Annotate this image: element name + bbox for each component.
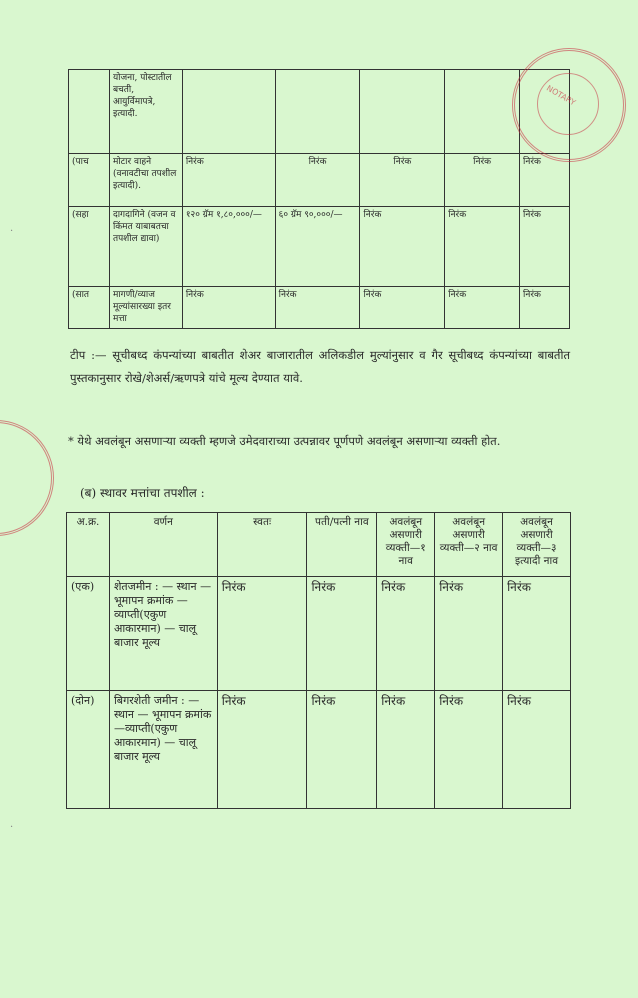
cell-self: निरंक [217,691,307,809]
cell-self: निरंक [182,154,275,207]
cell-self: १२० ग्रॅम १,८०,०००/— [182,207,275,287]
row-description: दागदागिने (वजन व किंमत याबाबतचा तपशील द्यावा) [109,207,182,287]
row-number [69,70,110,154]
header-self: स्वतः [217,513,307,577]
cell-dependent-3: निरंक [503,691,571,809]
header-dependent-2: अवलंबून असणारी व्यक्ती—२ नाव [435,513,503,577]
binding-mark: · [10,822,14,833]
row-description: बिगरशेती जमीन : — स्थान — भूमापन क्रमांक —व्याप्ती(एकुण आकारमान) — चालू बाजार मूल्य [109,691,217,809]
row-number: (एक) [67,577,110,691]
section-heading-immovable-assets: (ब) स्थावर मत्तांचा तपशील : [80,486,205,500]
cell-dependent-2: निरंक [445,207,520,287]
cell-dependent-1 [360,70,445,154]
row-description: योजना, पोस्टातील बचती, आयुर्विमापत्रे, इत्यादी. [109,70,182,154]
cell-dependent-2: निरंक [445,154,520,207]
cell-dependent-2: निरंक [435,577,503,691]
table-row [67,577,571,691]
table-row [69,154,570,207]
movable-assets-table-continued [68,69,570,329]
cell-spouse: ६० ग्रॅम ९०,०००/— [275,207,360,287]
row-number: (सात [69,287,110,329]
immovable-assets-table [66,512,571,809]
cell-dependent-1: निरंक [377,577,435,691]
row-description: शेतजमीन : — स्थान — भूमापन क्रमांक —व्याप्ती(एकुण आकारमान) — चालू बाजार मूल्य [109,577,217,691]
cell-dependent-3: निरंक [520,154,570,207]
row-description: मोटार वाहने (वनावटीचा तपशील इत्यादी). [109,154,182,207]
cell-dependent-1: निरंक [360,287,445,329]
row-number: (दोन) [67,691,110,809]
table-header-row [67,513,571,577]
dependents-footnote: * येथे अवलंबून असणाऱ्या व्यक्ती म्हणजे उमेदवाराच्या उत्पन्नावर पूर्णपणे अवलंबून असणाऱ्या व्यक्ती होत. [68,434,501,448]
cell-spouse: निरंक [275,154,360,207]
cell-self [182,70,275,154]
cell-dependent-1: निरंक [360,154,445,207]
cell-spouse [275,70,360,154]
cell-self: निरंक [217,577,307,691]
row-number: (पाच [69,154,110,207]
binding-mark: · [10,226,14,237]
header-serial: अ.क्र. [67,513,110,577]
cell-dependent-1: निरंक [377,691,435,809]
cell-dependent-2 [445,70,520,154]
row-number: (सहा [69,207,110,287]
cell-dependent-2: निरंक [445,287,520,329]
cell-dependent-3: निरंक [503,577,571,691]
cell-dependent-1: निरंक [360,207,445,287]
valuation-note: टीप :— सूचीबध्द कंपन्यांच्या बाबतीत शेअर बाजारातील अलिकडील मुल्यांनुसार व गैर सूचीबध्द कंपन्यांच्या बाबतीत पुस्तकानुसार रोखे/शेअर्स/ऋणपत्रे यांचे मूल्य देण्यात यावे. [70,348,570,385]
cell-dependent-2: निरंक [435,691,503,809]
cell-spouse: निरंक [307,577,377,691]
cell-dependent-3: निरंक [520,287,570,329]
table-row [69,287,570,329]
cell-spouse: निरंक [307,691,377,809]
row-description: मागणी/व्याज मूल्यांसारख्या इतर मत्ता [109,287,182,329]
header-description: वर्णन [109,513,217,577]
header-spouse: पती/पत्नी नाव [307,513,377,577]
notary-stamp [512,48,626,162]
cell-dependent-3: निरंक [520,207,570,287]
header-dependent-3: अवलंबून असणारी व्यक्ती—३ इत्यादी नाव [503,513,571,577]
stamp-lettering: NOTARY [544,83,578,108]
table-row [69,207,570,287]
table-row [67,691,571,809]
table-row [69,70,570,154]
notary-stamp-partial [0,420,54,536]
cell-self: निरंक [182,287,275,329]
header-dependent-1: अवलंबून असणारी व्यक्ती—१ नाव [377,513,435,577]
cell-spouse: निरंक [275,287,360,329]
